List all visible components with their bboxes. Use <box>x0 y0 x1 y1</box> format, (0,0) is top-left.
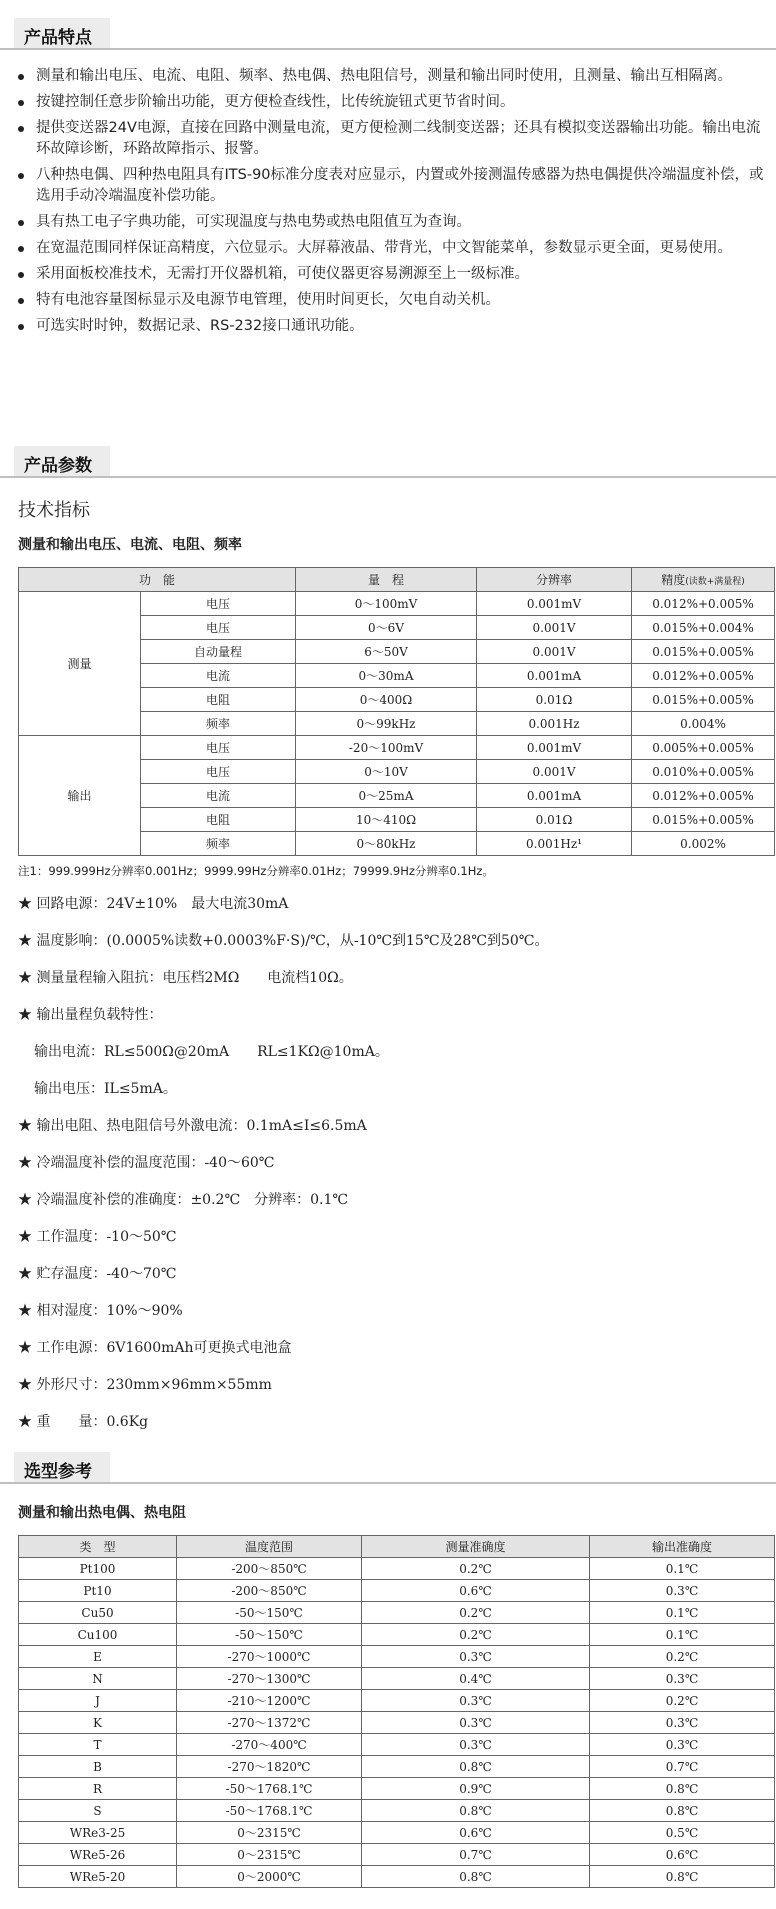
row-type: B <box>19 1756 177 1778</box>
section-divider <box>0 48 776 50</box>
row-type: N <box>19 1668 177 1690</box>
row-temp-range: 0～2315℃ <box>177 1822 362 1844</box>
row-accuracy: 0.012%+0.005% <box>632 664 775 688</box>
row-meas-accuracy: 0.2℃ <box>362 1558 590 1580</box>
section-divider <box>0 476 776 478</box>
spec-line: ★ 输出量程负载特性： <box>18 1007 163 1023</box>
row-out-accuracy: 0.3℃ <box>590 1580 775 1602</box>
row-range: 0～99kHz <box>296 712 477 736</box>
row-out-accuracy: 0.1℃ <box>590 1602 775 1624</box>
row-temp-range: -50～150℃ <box>177 1624 362 1646</box>
tech-spec-subtitle: 技术指标 <box>18 500 90 521</box>
feature-item: 按键控制任意步阶输出功能，更方便检查线性，比传统旋钮式更节省时间。 <box>12 92 767 113</box>
row-name: 电阻 <box>141 688 296 712</box>
row-resolution: 0.001V <box>477 760 632 784</box>
table-row <box>19 736 775 760</box>
row-accuracy: 0.005%+0.005% <box>632 736 775 760</box>
feature-list <box>12 66 767 342</box>
row-meas-accuracy: 0.2℃ <box>362 1602 590 1624</box>
row-out-accuracy: 0.7℃ <box>590 1756 775 1778</box>
row-meas-accuracy: 0.8℃ <box>362 1866 590 1888</box>
row-type: WRe5-26 <box>19 1844 177 1866</box>
row-temp-range: 0～2315℃ <box>177 1844 362 1866</box>
feature-item: 采用面板校准技术，无需打开仪器机箱，可使仪器更容易溯源至上一级标准。 <box>12 264 767 285</box>
row-temp-range: -270～1000℃ <box>177 1646 362 1668</box>
row-accuracy: 0.004% <box>632 712 775 736</box>
row-temp-range: -210～1200℃ <box>177 1690 362 1712</box>
row-name: 电阻 <box>141 808 296 832</box>
row-accuracy: 0.002% <box>632 832 775 856</box>
row-name: 电压 <box>141 760 296 784</box>
row-name: 电流 <box>141 784 296 808</box>
row-type: Pt100 <box>19 1558 177 1580</box>
header-func: 功 能 <box>19 568 296 592</box>
row-resolution: 0.001mV <box>477 736 632 760</box>
row-temp-range: -50～1768.1℃ <box>177 1800 362 1822</box>
row-out-accuracy: 0.3℃ <box>590 1712 775 1734</box>
header-range: 量 程 <box>296 568 477 592</box>
row-range: 0～30mA <box>296 664 477 688</box>
header-out-accuracy: 输出准确度 <box>590 1536 775 1558</box>
spec-line: ★ 重 量：0.6Kg <box>18 1414 149 1430</box>
row-meas-accuracy: 0.8℃ <box>362 1800 590 1822</box>
spec-table-title: 测量和输出电压、电流、电阻、频率 <box>18 537 242 553</box>
selection-section-header <box>0 1452 776 1484</box>
header-accuracy-label: 精度 <box>661 573 686 587</box>
row-out-accuracy: 0.8℃ <box>590 1866 775 1888</box>
row-range: 0～80kHz <box>296 832 477 856</box>
features-title: 产品特点 <box>24 28 92 48</box>
table-row <box>19 1558 775 1580</box>
table-row <box>19 1866 775 1888</box>
row-out-accuracy: 0.1℃ <box>590 1558 775 1580</box>
row-type: J <box>19 1690 177 1712</box>
row-resolution: 0.001Hz <box>477 712 632 736</box>
row-meas-accuracy: 0.9℃ <box>362 1778 590 1800</box>
spec-line: ★ 温度影响：(0.0005%读数+0.0003%F·S)/℃，从-10℃到15℃及28℃到50℃。 <box>18 933 549 949</box>
row-accuracy: 0.015%+0.005% <box>632 808 775 832</box>
row-range: 0～6V <box>296 616 477 640</box>
table-row <box>19 1844 775 1866</box>
row-type: WRe3-25 <box>19 1822 177 1844</box>
feature-item: 具有热工电子字典功能，可实现温度与热电势或热电阻值互为查询。 <box>12 212 767 233</box>
row-type: WRe5-20 <box>19 1866 177 1888</box>
row-resolution: 0.01Ω <box>477 808 632 832</box>
selection-table-title: 测量和输出热电偶、热电阻 <box>18 1505 186 1521</box>
row-name: 频率 <box>141 832 296 856</box>
table-row <box>19 1602 775 1624</box>
row-type: K <box>19 1712 177 1734</box>
spec-subline: 输出电流：RL≤500Ω@20mA RL≤1KΩ@10mA。 <box>34 1044 389 1060</box>
feature-item: 测量和输出电压、电流、电阻、频率、热电偶、热电阻信号，测量和输出同时使用，且测量、输出互相隔离。 <box>12 66 767 87</box>
table-row <box>19 1778 775 1800</box>
feature-item: 特有电池容量图标显示及电源节电管理，使用时间更长，欠电自动关机。 <box>12 290 767 311</box>
table-row <box>19 1646 775 1668</box>
row-range: -20～100mV <box>296 736 477 760</box>
spec-table-header-row <box>19 568 775 592</box>
row-range: 0～100mV <box>296 592 477 616</box>
spec-line: ★ 测量量程输入阻抗：电压档2MΩ 电流档10Ω。 <box>18 970 353 986</box>
spec-line: ★ 输出电阻、热电阻信号外激电流：0.1mA≤I≤6.5mA <box>18 1118 367 1134</box>
row-temp-range: -50～1768.1℃ <box>177 1778 362 1800</box>
measure-group-label: 测量 <box>19 592 141 736</box>
feature-item: 提供变送器24V电源，直接在回路中测量电流，更方便检测二线制变送器；还具有模拟变送器输出功能。输出电流环故障诊断，环路故障指示、报警。 <box>12 118 767 160</box>
row-accuracy: 0.015%+0.004% <box>632 616 775 640</box>
spec-line: ★ 贮存温度：-40～70℃ <box>18 1266 177 1282</box>
spec-line: ★ 冷端温度补偿的温度范围：-40～60℃ <box>18 1155 275 1171</box>
row-meas-accuracy: 0.7℃ <box>362 1844 590 1866</box>
table-row <box>19 1734 775 1756</box>
row-accuracy: 0.012%+0.005% <box>632 784 775 808</box>
params-section-header <box>0 446 776 478</box>
table-row <box>19 1712 775 1734</box>
row-out-accuracy: 0.6℃ <box>590 1844 775 1866</box>
row-resolution: 0.001V <box>477 616 632 640</box>
row-out-accuracy: 0.2℃ <box>590 1690 775 1712</box>
row-type: Cu50 <box>19 1602 177 1624</box>
row-out-accuracy: 0.3℃ <box>590 1734 775 1756</box>
row-resolution: 0.001mV <box>477 592 632 616</box>
feature-item: 可选实时时钟，数据记录、RS-232接口通讯功能。 <box>12 316 767 337</box>
spec-subline: 输出电压：IL≤5mA。 <box>34 1081 177 1097</box>
row-meas-accuracy: 0.6℃ <box>362 1822 590 1844</box>
row-accuracy: 0.012%+0.005% <box>632 592 775 616</box>
row-out-accuracy: 0.8℃ <box>590 1778 775 1800</box>
row-type: E <box>19 1646 177 1668</box>
row-type: S <box>19 1800 177 1822</box>
row-meas-accuracy: 0.6℃ <box>362 1580 590 1602</box>
row-temp-range: -200～850℃ <box>177 1558 362 1580</box>
row-out-accuracy: 0.2℃ <box>590 1646 775 1668</box>
table-row <box>19 1690 775 1712</box>
spec-line: ★ 工作温度：-10～50℃ <box>18 1229 177 1245</box>
params-title: 产品参数 <box>24 456 92 476</box>
row-temp-range: -270～400℃ <box>177 1734 362 1756</box>
row-temp-range: -200～850℃ <box>177 1580 362 1602</box>
table-row <box>19 1800 775 1822</box>
row-out-accuracy: 0.3℃ <box>590 1668 775 1690</box>
row-temp-range: -50～150℃ <box>177 1602 362 1624</box>
feature-item: 在宽温范围同样保证高精度，六位显示。大屏幕液晶、带背光，中文智能菜单，参数显示更全面，更易使用。 <box>12 238 767 259</box>
row-accuracy: 0.015%+0.005% <box>632 688 775 712</box>
row-resolution: 0.001mA <box>477 784 632 808</box>
spec-line: ★ 外形尺寸：230mm×96mm×55mm <box>18 1377 272 1393</box>
row-meas-accuracy: 0.8℃ <box>362 1756 590 1778</box>
row-type: Pt10 <box>19 1580 177 1602</box>
header-accuracy-note: (读数+满量程) <box>685 577 745 587</box>
row-meas-accuracy: 0.3℃ <box>362 1712 590 1734</box>
selection-title: 选型参考 <box>24 1462 92 1482</box>
row-name: 电压 <box>141 592 296 616</box>
table-row <box>19 1580 775 1602</box>
spec-line: ★ 回路电源：24V±10% 最大电流30mA <box>18 896 289 912</box>
row-range: 0～25mA <box>296 784 477 808</box>
row-resolution: 0.01Ω <box>477 688 632 712</box>
row-name: 电压 <box>141 616 296 640</box>
row-accuracy: 0.015%+0.005% <box>632 640 775 664</box>
row-resolution: 0.001V <box>477 640 632 664</box>
row-resolution: 0.001Hz¹ <box>477 832 632 856</box>
row-meas-accuracy: 0.3℃ <box>362 1734 590 1756</box>
row-resolution: 0.001mA <box>477 664 632 688</box>
row-meas-accuracy: 0.4℃ <box>362 1668 590 1690</box>
table-footnote: 注1：999.999Hz分辨率0.001Hz；9999.99Hz分辨率0.01Hz；79999.9Hz分辨率0.1Hz。 <box>18 864 494 878</box>
header-accuracy <box>632 568 775 592</box>
row-out-accuracy: 0.5℃ <box>590 1822 775 1844</box>
row-meas-accuracy: 0.3℃ <box>362 1646 590 1668</box>
row-type: Cu100 <box>19 1624 177 1646</box>
table-row <box>19 1756 775 1778</box>
row-temp-range: -270～1820℃ <box>177 1756 362 1778</box>
spec-line: ★ 冷端温度补偿的准确度：±0.2℃ 分辨率：0.1℃ <box>18 1192 349 1208</box>
spec-table <box>18 567 775 856</box>
spec-line: ★ 相对湿度：10%～90% <box>18 1303 183 1319</box>
features-section-header <box>0 18 776 50</box>
row-name: 电压 <box>141 736 296 760</box>
row-range: 6～50V <box>296 640 477 664</box>
table-row <box>19 592 775 616</box>
header-type: 类 型 <box>19 1536 177 1558</box>
row-range: 0～10V <box>296 760 477 784</box>
row-temp-range: -270～1300℃ <box>177 1668 362 1690</box>
section-divider <box>0 1482 776 1484</box>
row-temp-range: -270～1372℃ <box>177 1712 362 1734</box>
row-accuracy: 0.010%+0.005% <box>632 760 775 784</box>
feature-item: 八种热电偶、四种热电阻具有ITS-90标准分度表对应显示，内置或外接测温传感器为热电偶提供冷端温度补偿，或选用手动冷端温度补偿功能。 <box>12 165 767 207</box>
selection-table <box>18 1535 775 1888</box>
row-name: 电流 <box>141 664 296 688</box>
row-name: 自动量程 <box>141 640 296 664</box>
row-out-accuracy: 0.1℃ <box>590 1624 775 1646</box>
row-type: R <box>19 1778 177 1800</box>
header-meas-accuracy: 测量准确度 <box>362 1536 590 1558</box>
row-range: 10～410Ω <box>296 808 477 832</box>
row-type: T <box>19 1734 177 1756</box>
row-temp-range: 0～2000℃ <box>177 1866 362 1888</box>
table-row <box>19 1668 775 1690</box>
row-name: 频率 <box>141 712 296 736</box>
row-meas-accuracy: 0.3℃ <box>362 1690 590 1712</box>
table-row <box>19 1822 775 1844</box>
header-temp-range: 温度范围 <box>177 1536 362 1558</box>
row-out-accuracy: 0.8℃ <box>590 1800 775 1822</box>
selection-table-header-row <box>19 1536 775 1558</box>
row-meas-accuracy: 0.2℃ <box>362 1624 590 1646</box>
table-row <box>19 1624 775 1646</box>
row-range: 0～400Ω <box>296 688 477 712</box>
header-resolution: 分辨率 <box>477 568 632 592</box>
output-group-label: 输出 <box>19 736 141 856</box>
spec-line: ★ 工作电源：6V1600mAh可更换式电池盒 <box>18 1340 292 1356</box>
